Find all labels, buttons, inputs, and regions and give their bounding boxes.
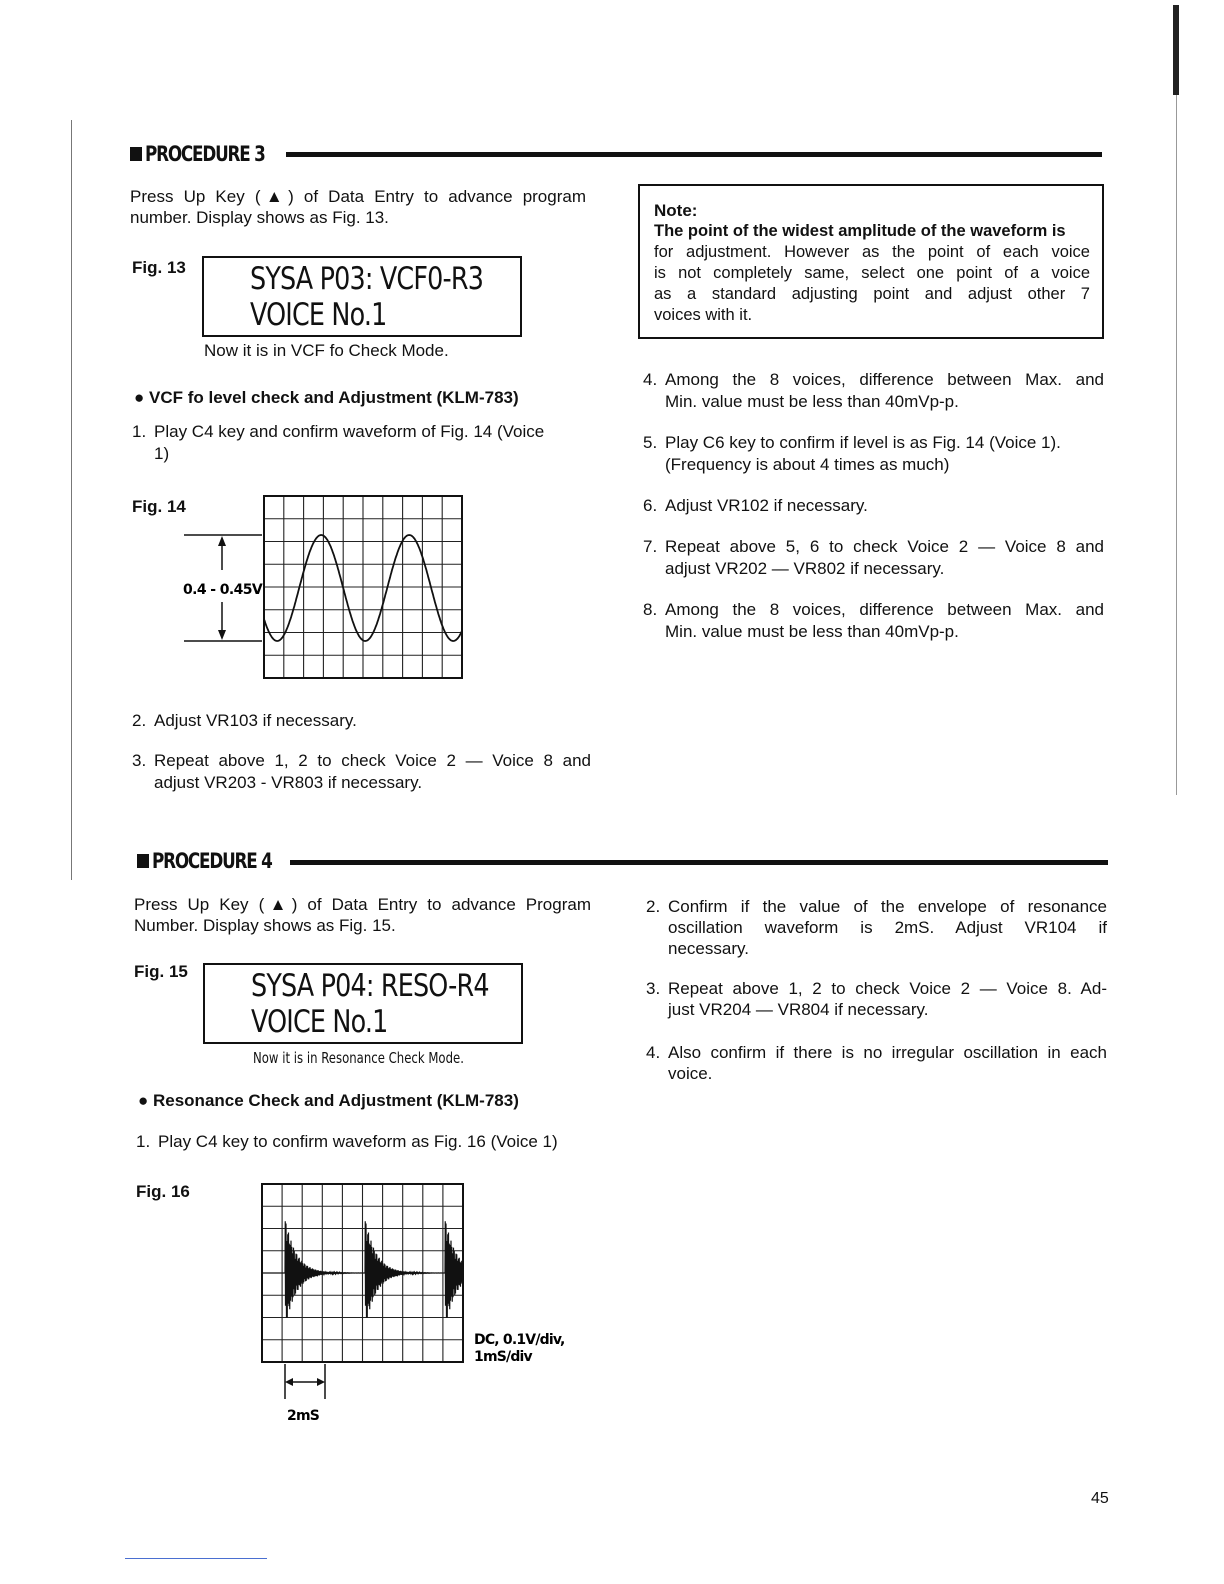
fig13-display-line1: SYSA P03: VCF0-R3 [250, 261, 484, 297]
step-number: 4. [646, 1043, 661, 1062]
right-margin-bar [1173, 5, 1179, 95]
procedure-3-rule [286, 152, 1102, 157]
step-number: 3. [646, 979, 661, 998]
procedure-3-title: PROCEDURE 3 [145, 142, 265, 166]
note-line1: The point of the widest amplitude of the waveform is [654, 222, 1066, 240]
step-text-line2: adjust VR203 - VR803 if necessary. [154, 773, 423, 792]
step-text-line1: Among the 8 voices, difference between Max. and [665, 370, 1104, 389]
procedure-4-intro-line1: Press Up Key (▲) of Data Entry to advance Program [134, 895, 591, 914]
note-line4: as a standard adjusting point and adjust other 7 [654, 285, 1090, 303]
fig14-oscilloscope [176, 490, 468, 685]
step-text: Play C4 key to confirm waveform as Fig. 16 (Voice 1) [158, 1132, 558, 1151]
fig13-mode-caption: Now it is in VCF fo Check Mode. [204, 341, 449, 360]
fig15-display-line2: VOICE No.1 [251, 1004, 388, 1040]
fig13-display-line2: VOICE No.1 [250, 297, 387, 333]
fig16-period-label: 2mS [287, 1408, 320, 1424]
note-heading: Note: [654, 201, 698, 220]
left-margin-line [71, 120, 72, 880]
procedure-4-rule [290, 860, 1108, 865]
step-text-line2: adjust VR202 — VR802 if necessary. [665, 559, 945, 578]
step-text-line2: just VR204 — VR804 if necessary. [668, 1000, 929, 1019]
fig16-label: Fig. 16 [136, 1182, 190, 1201]
step-number: 8. [643, 600, 658, 619]
step-text-line2: oscillation waveform is 2mS. Adjust VR104 if [668, 918, 1107, 937]
step-text-line3: necessary. [668, 939, 749, 958]
step-number: 1. [132, 422, 147, 441]
step-text-line1: Repeat above 1, 2 to check Voice 2 — Voice 8. Ad- [668, 979, 1107, 998]
procedure-3-heading [130, 144, 295, 165]
vcf-check-heading: ● VCF fo level check and Adjustment (KLM-783) [134, 388, 519, 407]
fig16-period-arrow-right-icon [317, 1378, 325, 1386]
fig15-display-line1: SYSA P04: RESO-R4 [251, 968, 489, 1004]
fig16-period-arrow-left-icon [285, 1378, 293, 1386]
procedure-3-intro-line2: number. Display shows as Fig. 13. [130, 208, 389, 227]
step-text-line1: Confirm if the value of the envelope of resonance [668, 897, 1107, 916]
step-text-line2: 1) [154, 444, 170, 463]
fig16-scale-line1: DC, 0.1V/div, [474, 1332, 565, 1348]
note-line2: for adjustment. However as the point of each voice [654, 243, 1090, 261]
fig16-oscilloscope [256, 1178, 576, 1428]
bottom-link-underline [125, 1558, 267, 1559]
note-box [638, 184, 1104, 339]
resonance-check-heading: ● Resonance Check and Adjustment (KLM-783) [138, 1091, 519, 1110]
step-text-line1: Among the 8 voices, difference between Max. and [665, 600, 1104, 619]
right-margin-line [1176, 95, 1177, 795]
step-number: 3. [132, 751, 147, 770]
step-text-line1: Also confirm if there is no irregular oscillation in each [668, 1043, 1107, 1062]
fig14-level-label: 0.4 - 0.45V [183, 582, 263, 598]
fig14-arrow-down-icon [218, 630, 226, 640]
square-bullet-icon [130, 147, 142, 161]
step-text-line1: Play C6 key to confirm if level is as Fig. 14 (Voice 1). [665, 433, 1061, 452]
fig15-display [203, 963, 523, 1044]
fig13-label: Fig. 13 [132, 258, 186, 277]
step-text-line2: Min. value must be less than 40mVp-p. [665, 392, 959, 411]
step-number: 6. [643, 496, 658, 515]
step-number: 2. [646, 897, 661, 916]
fig14-arrow-up-icon [218, 536, 226, 546]
note-line3: is not completely same, select one point of a voice [654, 264, 1090, 282]
fig13-display [202, 256, 522, 337]
step-text-line2: Min. value must be less than 40mVp-p. [665, 622, 959, 641]
procedure-4-intro-line2: Number. Display shows as Fig. 15. [134, 916, 396, 935]
fig15-label: Fig. 15 [134, 962, 188, 981]
procedure-4-heading [137, 851, 302, 872]
note-line5: voices with it. [654, 306, 753, 324]
step-number: 1. [136, 1132, 151, 1151]
fig14-grid [264, 496, 462, 678]
page-number: 45 [1091, 1490, 1109, 1507]
fig15-mode-caption: Now it is in Resonance Check Mode. [253, 1049, 464, 1067]
procedure-4-title: PROCEDURE 4 [152, 849, 272, 873]
step-text-line1: Repeat above 5, 6 to check Voice 2 — Voice 8 and [665, 537, 1104, 556]
step-text: Adjust VR103 if necessary. [154, 711, 357, 730]
step-number: 2. [132, 711, 147, 730]
step-text: Adjust VR102 if necessary. [665, 496, 868, 515]
square-bullet-icon [137, 854, 149, 868]
step-number: 4. [643, 370, 658, 389]
step-text-line2: voice. [668, 1064, 713, 1083]
step-text-line1: Play C4 key and confirm waveform of Fig. 14 (Voice [154, 422, 545, 441]
step-text-line1: Repeat above 1, 2 to check Voice 2 — Voice 8 and [154, 751, 591, 770]
step-number: 5. [643, 433, 658, 452]
fig16-scale-line2: 1mS/div [474, 1349, 532, 1365]
procedure-3-intro-line1: Press Up Key (▲) of Data Entry to advance program [130, 187, 586, 206]
fig14-label: Fig. 14 [132, 497, 186, 516]
step-text-line2: (Frequency is about 4 times as much) [665, 455, 950, 474]
step-number: 7. [643, 537, 658, 556]
